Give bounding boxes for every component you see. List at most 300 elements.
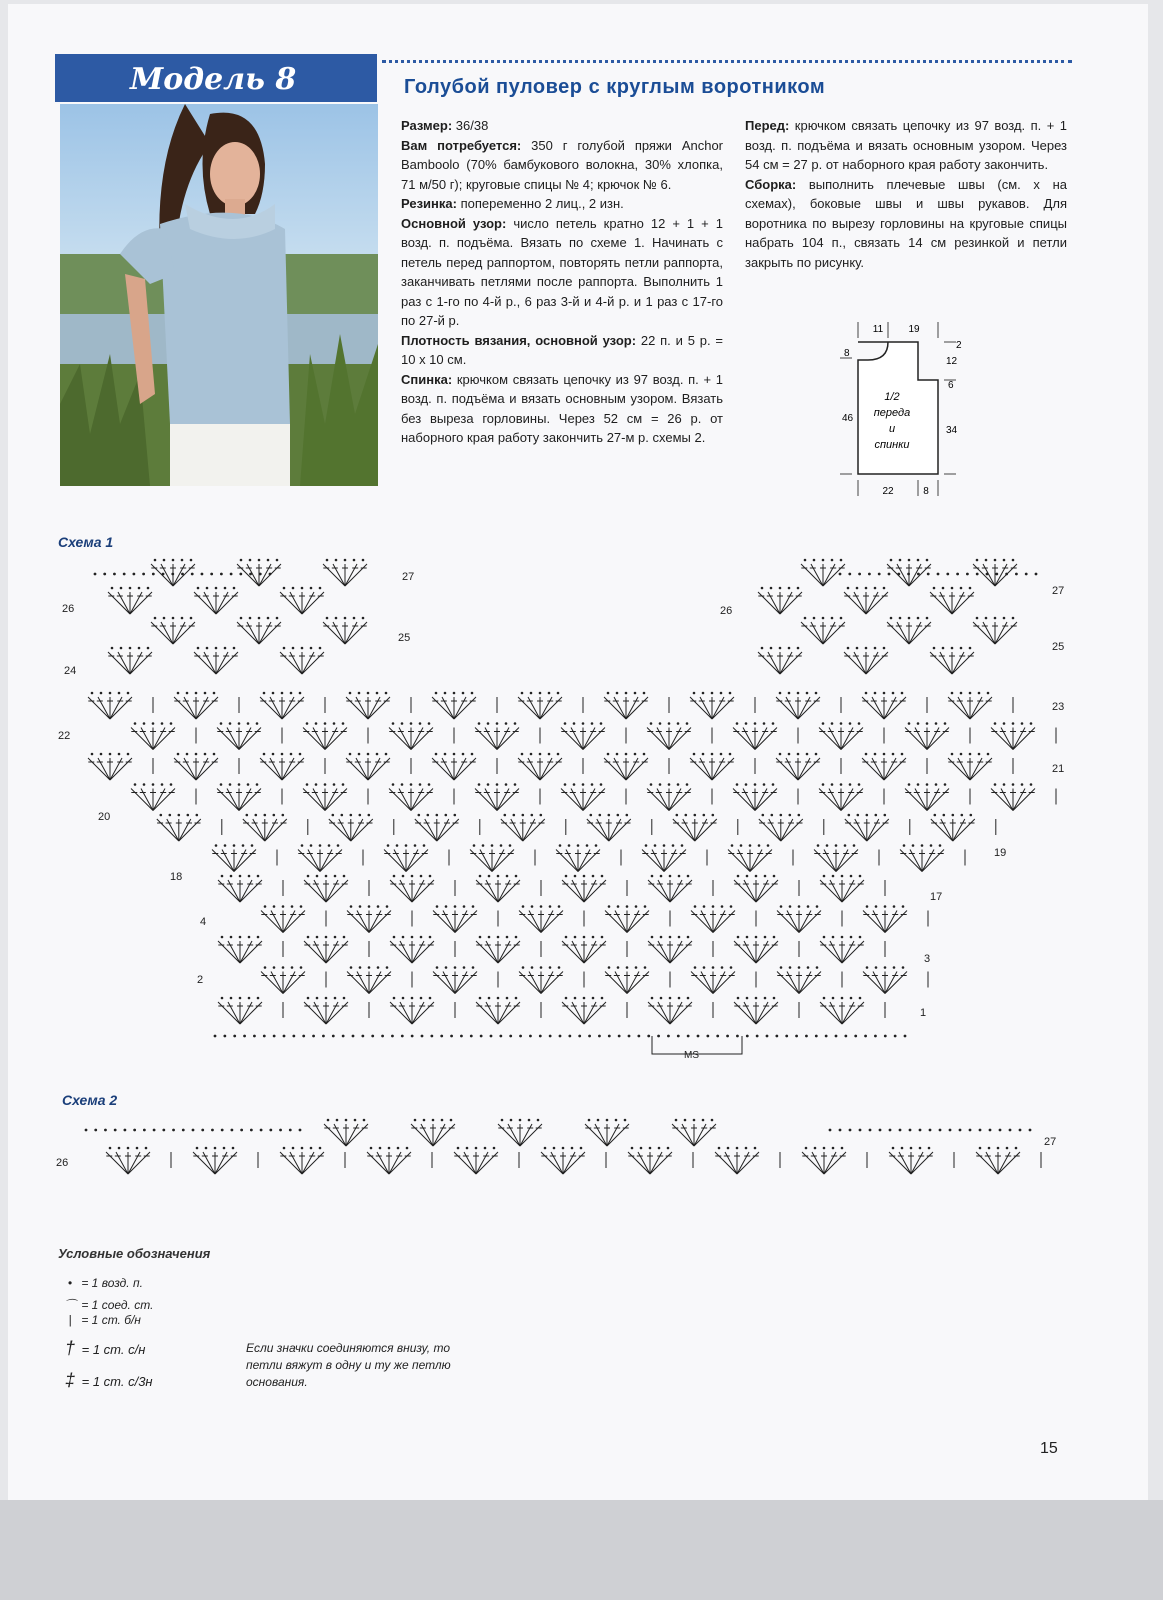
shell-stitch [672, 1119, 716, 1146]
piece-label-3: и [888, 423, 896, 435]
shell-stitch [519, 966, 563, 993]
shell-stitch [628, 1147, 672, 1174]
chain-stitch [657, 1035, 660, 1038]
shell-stitch [519, 905, 563, 932]
s1-row-3: 3 [924, 953, 931, 965]
dim-right-12: 12 [946, 356, 958, 367]
chain-stitch [450, 1035, 453, 1038]
chain-stitch [259, 573, 262, 576]
s1-row-2: 2 [197, 974, 204, 986]
chain-stitch [868, 573, 871, 576]
chain-stitch [716, 1035, 719, 1038]
chain-stitch [171, 573, 174, 576]
chain-stitch [322, 1035, 325, 1038]
shell-stitch [759, 814, 803, 841]
chain-stitch [191, 573, 194, 576]
shell-stitch [691, 905, 735, 932]
model-label: Модель 8 [130, 62, 297, 97]
chain-stitch [864, 1035, 867, 1038]
chain-stitch [460, 1035, 463, 1038]
s1-row-22: 22 [58, 730, 71, 742]
shell-stitch [432, 692, 476, 719]
s1-row-24: 24 [64, 665, 77, 677]
shell-stitch [304, 936, 348, 963]
chain-stitch [986, 573, 989, 576]
chain-stitch [123, 573, 126, 576]
chain-stitch [825, 1035, 828, 1038]
chain-stitch [805, 1035, 808, 1038]
size-label: Размер: [401, 118, 453, 133]
front-value: крючком связать цепочку из 97 возд. п. + 1 возд. п. подъёма и вязать основным узором. Через 54 см = 27 р. от наборного края работу закончить. [745, 118, 1067, 172]
s1-row-4: 4 [200, 916, 207, 928]
chain-stitch [995, 573, 998, 576]
chain-stitch [999, 1129, 1002, 1132]
shell-stitch [562, 997, 606, 1024]
shell-stitch [905, 783, 949, 810]
chain-stitch [152, 573, 155, 576]
chain-stitch [929, 1129, 932, 1132]
shell-stitch [844, 587, 888, 614]
materials-label: Вам потребуется: [401, 137, 522, 153]
scheme2-chart [0, 1100, 1163, 1200]
chain-stitch [844, 1035, 847, 1038]
chain-stitch [835, 1035, 838, 1038]
dim-right-6: 6 [948, 380, 954, 391]
shell-stitch [131, 783, 175, 810]
chain-stitch [381, 1035, 384, 1038]
shell-stitch [734, 875, 778, 902]
assembly-value: выполнить плечевые швы (см. х на схемах), боковые швы и швы рукавов. Для воротника по вырезу горловины на круговые спицы набрать 104 п., связать 14 см резинкой и петли закрыть по рисунку. [745, 176, 1067, 270]
shell-stitch [237, 617, 281, 644]
shell-stitch [303, 783, 347, 810]
shell-stitch [280, 1147, 324, 1174]
shell-stitch [193, 1147, 237, 1174]
shell-stitch [776, 692, 820, 719]
shell-stitch [151, 617, 195, 644]
shell-stitch [734, 997, 778, 1024]
chain-stitch [568, 1035, 571, 1038]
shell-stitch [432, 753, 476, 780]
chain-stitch [182, 1129, 185, 1132]
chain-stitch [647, 1035, 650, 1038]
s1-row-19: 19 [994, 847, 1007, 859]
chain-stitch [549, 1035, 552, 1038]
chain-stitch [969, 1129, 972, 1132]
chain-stitch [608, 1035, 611, 1038]
piece-label-2: переда [873, 407, 911, 419]
shell-stitch [151, 559, 195, 586]
chain-stitch [839, 573, 842, 576]
shell-stitch [280, 647, 324, 674]
dim-right-top: 2 [956, 340, 962, 351]
legend-text-sc: = 1 ст. б/н [81, 1313, 141, 1327]
chain-stitch [269, 1129, 272, 1132]
chain-stitch [795, 1035, 798, 1038]
chain-stitch [211, 1129, 214, 1132]
shell-stitch [501, 814, 545, 841]
chain-stitch [919, 1129, 922, 1132]
chain-stitch [874, 1035, 877, 1038]
chain-stitch [588, 1035, 591, 1038]
assembly-label: Сборка: [745, 176, 797, 192]
chain-stitch [667, 1035, 670, 1038]
shell-stitch [518, 692, 562, 719]
chain-stitch [391, 1035, 394, 1038]
chain-stitch [756, 1035, 759, 1038]
chain-stitch [94, 573, 97, 576]
shell-stitch [905, 722, 949, 749]
legend-text-chain: = 1 возд. п. [81, 1276, 143, 1290]
chain-stitch [142, 573, 145, 576]
shell-stitch [887, 559, 931, 586]
shell-stitch [218, 936, 262, 963]
shell-stitch [562, 936, 606, 963]
chain-stitch [440, 1035, 443, 1038]
chain-stitch [1005, 573, 1008, 576]
chain-stitch [849, 1129, 852, 1132]
rib-value: попеременно 2 лиц., 2 изн. [460, 196, 624, 211]
chain-stitch [937, 573, 940, 576]
shell-stitch [347, 966, 391, 993]
materials-value: 350 г голубой пряжи Anchor Bamboolo (70% бамбукового волокна, 30% хлопка, 71 м/50 г); круговые спицы № 4; крючок № 6. [401, 137, 724, 192]
shell-stitch [648, 997, 692, 1024]
shell-stitch [819, 783, 863, 810]
chain-stitch [848, 573, 851, 576]
shell-stitch [948, 753, 992, 780]
s1-row-21: 21 [1052, 763, 1065, 775]
shell-stitch [88, 692, 132, 719]
shell-stitch [303, 722, 347, 749]
chain-stitch [243, 1035, 246, 1038]
chain-stitch [302, 1035, 305, 1038]
gauge-value: 22 п. и 5 р. = 10 х 10 см. [401, 332, 723, 367]
shell-stitch [863, 905, 907, 932]
chain-stitch [114, 1129, 117, 1132]
chain-stitch [1029, 1129, 1032, 1132]
chain-stitch [352, 1035, 355, 1038]
chain-stitch [697, 1035, 700, 1038]
shell-stitch [556, 844, 600, 871]
shell-stitch [604, 753, 648, 780]
chain-stitch [104, 1129, 107, 1132]
legend-text-slip: = 1 соед. ст. [81, 1298, 154, 1312]
chain-stitch [342, 1035, 345, 1038]
shell-stitch [346, 692, 390, 719]
shell-stitch [758, 647, 802, 674]
chain-stitch [815, 1035, 818, 1038]
shell-stitch [728, 844, 772, 871]
dim-left-46: 46 [842, 413, 854, 424]
chain-stitch [94, 1129, 97, 1132]
chain-stitch [299, 1129, 302, 1132]
chain-stitch [220, 573, 223, 576]
single-crochet-icon: | [68, 1313, 72, 1327]
shell-stitch [433, 966, 477, 993]
back-value: крючком связать цепочку из 97 возд. п. + 1 возд. п. подъёма и вязать основным узором. Вязать без выреза горловины. Через 52 см = 26 р. от наборного края работу закончить 27-м р. схемы 2. [401, 371, 723, 445]
scan-shadow [0, 1500, 1163, 1600]
shell-stitch [776, 753, 820, 780]
legend-item-sc [62, 1313, 141, 1327]
chain-stitch [201, 573, 204, 576]
shell-stitch [411, 1119, 455, 1146]
chain-stitch [490, 1035, 493, 1038]
chain-stitch [598, 1035, 601, 1038]
shell-stitch [930, 647, 974, 674]
shell-stitch [948, 692, 992, 719]
s1-row-27: 27 [1052, 585, 1065, 597]
shell-stitch [131, 722, 175, 749]
chain-stitch [411, 1035, 414, 1038]
s1-row-23: 23 [1052, 701, 1065, 713]
chain-stitch [578, 1035, 581, 1038]
s1-row-26-right: 26 [720, 605, 733, 617]
chain-stitch [292, 1035, 295, 1038]
chain-stitch [878, 573, 881, 576]
shell-stitch [863, 966, 907, 993]
chain-stitch [618, 1035, 621, 1038]
s1-row-25-left: 25 [398, 632, 411, 644]
shell-stitch [367, 1147, 411, 1174]
shell-stitch [476, 936, 520, 963]
chain-stitch [124, 1129, 127, 1132]
shell-stitch [304, 997, 348, 1024]
shell-stitch [900, 844, 944, 871]
chain-stitch [181, 573, 184, 576]
chain-stitch [421, 1035, 424, 1038]
chain-stitch [240, 1129, 243, 1132]
shell-stitch [174, 692, 218, 719]
chain-stitch [628, 1035, 631, 1038]
chain-stitch [637, 1035, 640, 1038]
chain-stitch [904, 1035, 907, 1038]
piece-label-4: спинки [874, 439, 910, 451]
shell-stitch [218, 997, 262, 1024]
legend-text-tr: = 1 ст. с/3н [81, 1374, 153, 1389]
shell-stitch [415, 814, 459, 841]
chain-stitch [687, 1035, 690, 1038]
gauge-label: Плотность вязания, основной узор: [401, 332, 637, 348]
pattern-value: число петель кратно 12 + 1 + 1 возд. п. подъёма. Вязать по схеме 1. Начинать с петель перед раппортом, повторять петли раппорта, заканчивать петлями после раппорта. Выполнить 1 раз с 1-го по 4-й р., 6 раз 3-й и 4-й р. и 1 раз с 17-го по 27-й р. [401, 215, 723, 328]
page-number: 15 [1040, 1440, 1058, 1457]
shell-stitch [820, 875, 864, 902]
shell-stitch [390, 997, 434, 1024]
chain-stitch [839, 1129, 842, 1132]
chain-stitch [1019, 1129, 1022, 1132]
chain-stitch [283, 1035, 286, 1038]
chain-stitch [103, 573, 106, 576]
chain-stitch [1015, 573, 1018, 576]
shell-stitch [777, 905, 821, 932]
chain-stitch [133, 1129, 136, 1132]
shell-stitch [157, 814, 201, 841]
shell-stitch [498, 1119, 542, 1146]
chain-stitch [273, 1035, 276, 1038]
shell-stitch [820, 936, 864, 963]
chain-stitch [210, 573, 213, 576]
shell-stitch [218, 875, 262, 902]
shell-stitch [690, 753, 734, 780]
shell-stitch [108, 587, 152, 614]
s1-row-25: 25 [1052, 641, 1065, 653]
chain-stitch [677, 1035, 680, 1038]
shell-stitch [470, 844, 514, 871]
shell-stitch [106, 1147, 150, 1174]
shell-stitch [647, 722, 691, 749]
slip-stitch-icon: ⌒ [63, 1298, 76, 1312]
chain-stitch [939, 1129, 942, 1132]
shell-stitch [973, 617, 1017, 644]
chain-stitch [894, 1035, 897, 1038]
dim-bottom-a: 22 [882, 486, 894, 497]
shell-stitch [347, 905, 391, 932]
shell-stitch [673, 814, 717, 841]
shell-stitch [976, 1147, 1020, 1174]
shell-stitch [384, 844, 428, 871]
shell-stitch [733, 783, 777, 810]
shell-stitch [690, 692, 734, 719]
chain-stitch [785, 1035, 788, 1038]
triple-treble-icon: ‡ [64, 1370, 75, 1390]
chain-stitch [726, 1035, 729, 1038]
dim-left-8: 8 [844, 348, 850, 359]
chain-stitch [312, 1035, 315, 1038]
shell-stitch [931, 814, 975, 841]
dim-top-a: 11 [872, 324, 884, 335]
chain-stitch [899, 1129, 902, 1132]
chain-stitch [829, 1129, 832, 1132]
chain-stitch [966, 573, 969, 576]
chain-stitch [132, 573, 135, 576]
shell-stitch [862, 753, 906, 780]
shell-stitch [887, 617, 931, 644]
s1-row-20: 20 [98, 811, 111, 823]
shell-stitch [561, 783, 605, 810]
shell-stitch [862, 692, 906, 719]
chain-stitch [879, 1129, 882, 1132]
chain-stitch [907, 573, 910, 576]
chain-stitch [332, 1035, 335, 1038]
shell-stitch [518, 753, 562, 780]
chain-stitch [250, 1129, 253, 1132]
double-crochet-icon: † [64, 1338, 75, 1358]
shell-stitch [991, 783, 1035, 810]
chain-stitch [162, 573, 165, 576]
shell-stitch [475, 783, 519, 810]
shell-stitch [329, 814, 373, 841]
legend-item-chain [62, 1276, 143, 1290]
chain-stitch [766, 1035, 769, 1038]
shell-stitch [777, 966, 821, 993]
shell-stitch [562, 875, 606, 902]
chain-stitch [289, 1129, 292, 1132]
shell-stitch [973, 559, 1017, 586]
chain-stitch [859, 1129, 862, 1132]
piece-label-1: 1/2 [884, 391, 900, 403]
dim-right-34: 34 [946, 425, 958, 436]
chain-stitch [214, 1035, 217, 1038]
chain-stitch [989, 1129, 992, 1132]
s1-row-1: 1 [920, 1007, 927, 1019]
back-label: Спинка: [401, 371, 453, 387]
chain-stitch [249, 573, 252, 576]
chain-stitch [263, 1035, 266, 1038]
shell-stitch [243, 814, 287, 841]
shell-stitch [758, 587, 802, 614]
chain-stitch [559, 1035, 562, 1038]
chain-stitch [499, 1035, 502, 1038]
front-label: Перед: [745, 118, 790, 133]
shell-stitch [212, 844, 256, 871]
chain-stitch [736, 1035, 739, 1038]
shell-stitch [604, 692, 648, 719]
shell-stitch [585, 1119, 629, 1146]
chain-stitch [1009, 1129, 1012, 1132]
chain-stitch [869, 1129, 872, 1132]
chain-stitch [371, 1035, 374, 1038]
shell-stitch [280, 587, 324, 614]
shell-stitch [260, 692, 304, 719]
chain-stitch [260, 1129, 263, 1132]
chain-stitch [113, 573, 116, 576]
s1-row-27-left: 27 [402, 571, 415, 583]
shell-stitch [605, 966, 649, 993]
shell-stitch [298, 844, 342, 871]
shell-stitch [733, 722, 777, 749]
shell-stitch [845, 814, 889, 841]
chain-stitch [231, 1129, 234, 1132]
shell-stitch [389, 783, 433, 810]
scheme2-label: Схема 2 [62, 1092, 118, 1108]
chain-stitch [888, 573, 891, 576]
chain-stitch [230, 573, 233, 576]
shell-stitch [587, 814, 631, 841]
chain-stitch [480, 1035, 483, 1038]
chain-stitch [1035, 573, 1038, 576]
chain-stitch [897, 573, 900, 576]
chain-stitch [917, 573, 920, 576]
shell-stitch [304, 875, 348, 902]
shell-stitch [691, 966, 735, 993]
legend-item-tr [62, 1370, 153, 1391]
shell-stitch [541, 1147, 585, 1174]
chain-stitch [539, 1035, 542, 1038]
dim-top-b: 19 [908, 324, 920, 335]
chain-stitch [854, 1035, 857, 1038]
chain-stitch [509, 1035, 512, 1038]
chain-stitch [927, 573, 930, 576]
chain-icon: • [67, 1276, 73, 1290]
chain-stitch [221, 1129, 224, 1132]
chain-stitch [361, 1035, 364, 1038]
legend-item-slip [62, 1296, 153, 1313]
shell-stitch [346, 753, 390, 780]
shell-stitch [605, 905, 649, 932]
shell-stitch [261, 905, 305, 932]
shell-stitch [561, 722, 605, 749]
shell-stitch [642, 844, 686, 871]
shell-stitch [475, 722, 519, 749]
chain-stitch [946, 573, 949, 576]
chain-stitch [949, 1129, 952, 1132]
chain-stitch [172, 1129, 175, 1132]
shell-stitch [647, 783, 691, 810]
s2-row-27: 27 [1044, 1136, 1057, 1148]
chain-stitch [1025, 573, 1028, 576]
legend-item-dc [62, 1338, 145, 1359]
shell-stitch [454, 1147, 498, 1174]
shell-stitch [323, 617, 367, 644]
legend-text-dc: = 1 ст. с/н [81, 1342, 146, 1357]
